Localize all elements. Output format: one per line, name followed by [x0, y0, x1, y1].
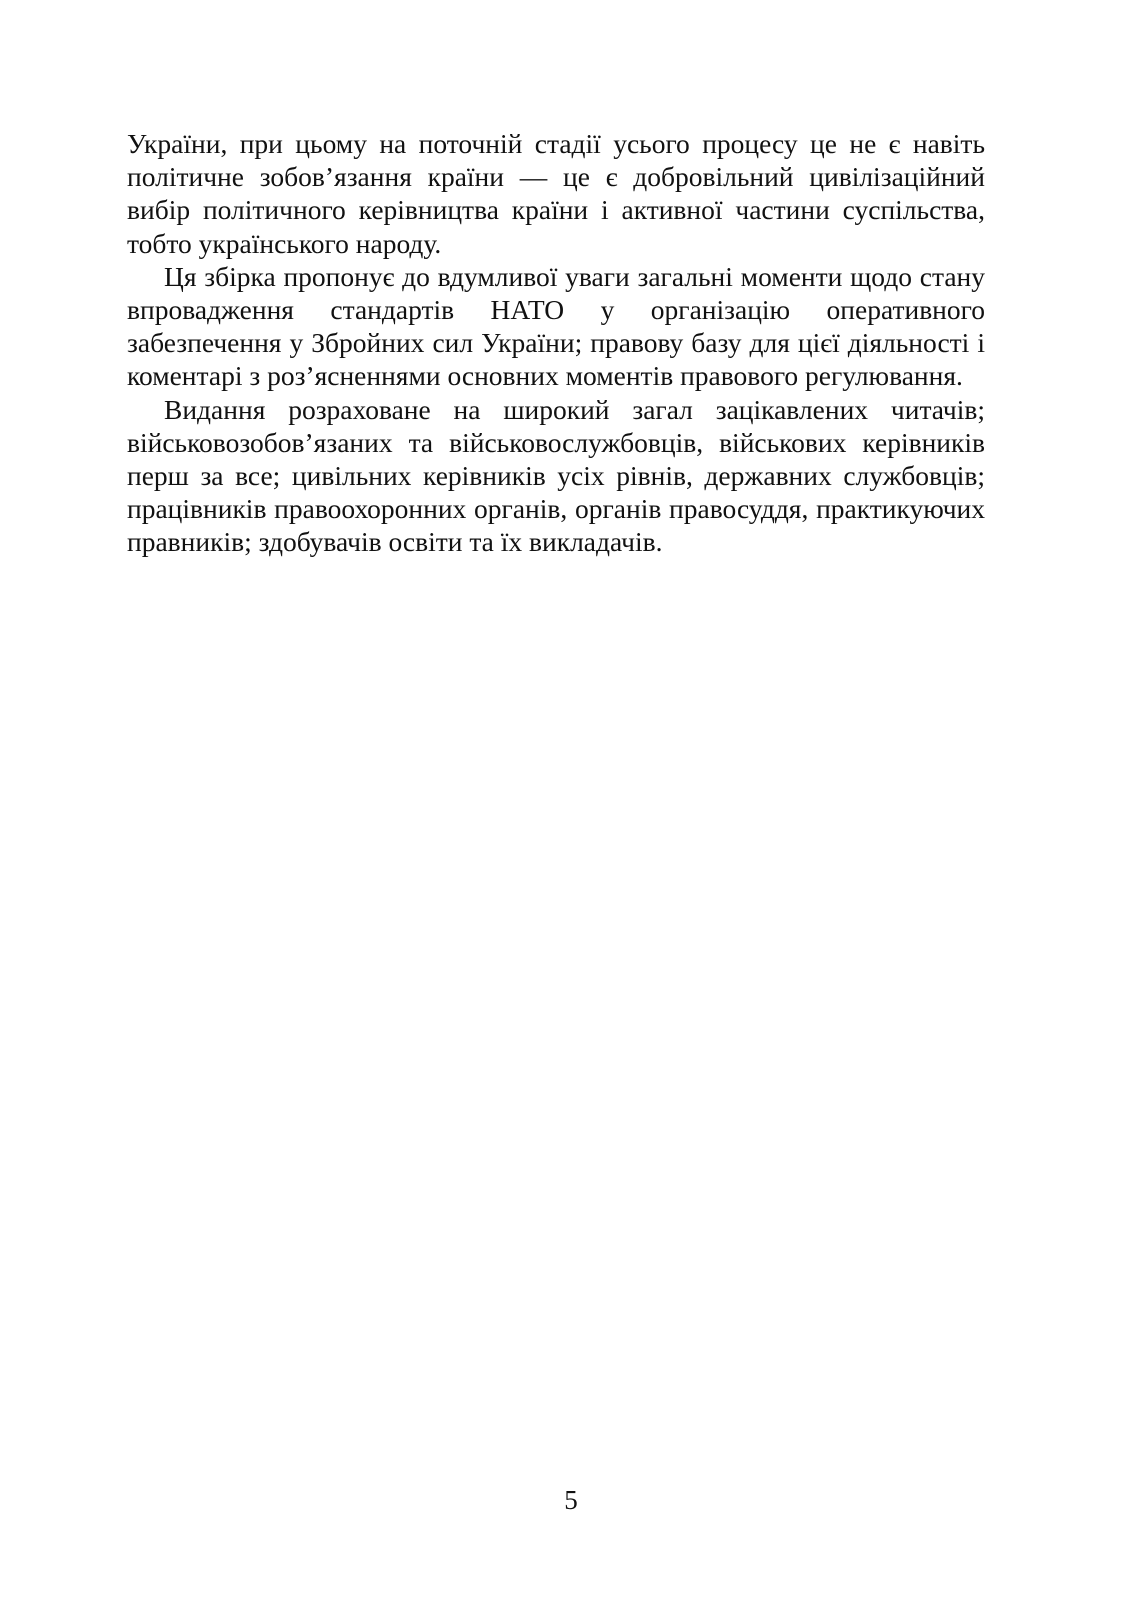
- body-text: [127, 127, 985, 559]
- paragraph-continuation: України, при цьому на поточній стадії усього процесу це не є навіть політичне зобов’язання країни — це є добровільний цивілізаційний вибір політичного керівництва країни і активної частини суспільства, тобто українського народу.: [127, 128, 985, 259]
- paragraph-collection-purpose: Ця збірка пропонує до вдумливої уваги загальні моменти щодо стану впровадження стандартів НАТО у організацію оперативного забезпечення у Збройних сил України; правову базу для цієї діяльності і коментарі з роз’ясненнями основних моментів правового регулювання.: [127, 260, 985, 392]
- paragraph-target-audience: Видання розраховане на широкий загал зацікавлених читачів; військовозобов’язаних та військовослужбовців, військових керівників перш за все; цивільних керівників усіх рівнів, державних службовців; працівників правоохоронних органів, органів правосуддя, практикуючих правників; здобувачів освіти та їх викладачів.: [127, 393, 985, 558]
- page-number: 5: [564, 1485, 578, 1515]
